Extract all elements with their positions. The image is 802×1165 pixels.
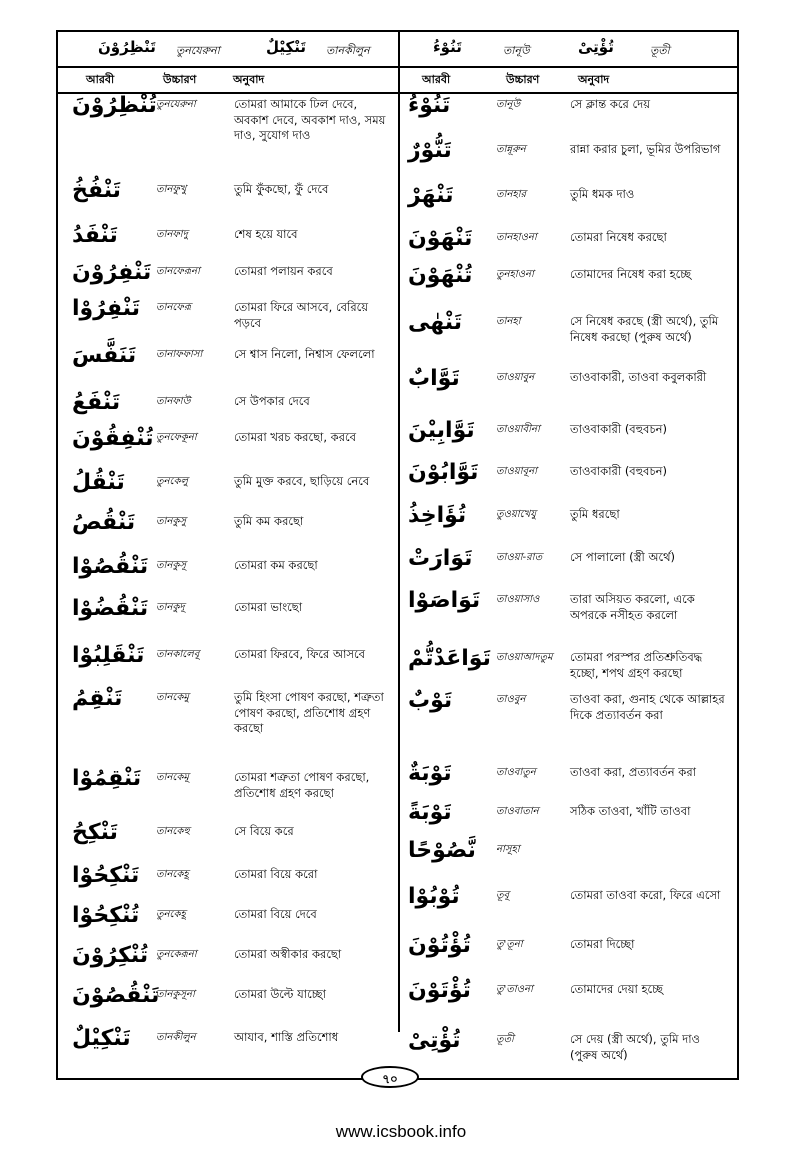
header-right-arabic-1: تَنُوْءُ — [433, 38, 462, 56]
left-entry-pronunciation: তানকালেবূ — [156, 649, 200, 660]
left-entry-pronunciation: তানকীলুন — [156, 1032, 196, 1043]
dictionary-page — [56, 30, 739, 1086]
left-entry-meaning: সে বিয়ে করে — [234, 824, 294, 838]
website-footer: www.icsbook.info — [335, 1122, 467, 1141]
left-entry-meaning: তোমরা ভাংছো — [234, 600, 303, 614]
right-entry-pronunciation: তানহার — [496, 189, 527, 200]
right-entry-pronunciation: তাওয়াআদতুম — [496, 652, 553, 663]
left-entry-pronunciation: তানফুখু — [156, 184, 187, 195]
right-entry-meaning: তাওবা করা, প্রত্যাবর্তন করা — [570, 765, 696, 779]
right-entry-arabic: تَوَّابِيْنَ — [408, 418, 475, 443]
col-head-pron-left: উচ্চারণ — [163, 73, 197, 86]
left-entry-meaning: তোমরা ফিরবে, ফিরে আসবে — [234, 647, 366, 661]
left-entry-pronunciation: তানকুদূ — [156, 602, 185, 613]
right-entry-meaning: রান্না করার চুলা, ভূমির উপরিভাগ — [570, 142, 721, 156]
right-entry-pronunciation: তানূউ — [496, 99, 521, 110]
right-entry-arabic: تَنْهٰى — [408, 310, 463, 335]
left-entry-meaning: তোমরা আমাকে ঢিল দেবে, অবকাশ দেবে, অবকাশ দাও, সময় দাও, সুযোগ দাও — [234, 97, 386, 142]
left-entry-meaning: তোমরা পলায়ন করবে — [234, 264, 333, 278]
right-entry-meaning: তোমরা নিষেধ করছো — [570, 230, 667, 244]
right-entry-arabic: تُؤْتُوْنَ — [408, 933, 471, 958]
right-entry-meaning: তুমি ধরছো — [570, 507, 620, 521]
left-entry-arabic: تُنْظِرُوْنَ — [72, 93, 157, 118]
right-entry-arabic: تُؤَاخِذُ — [408, 503, 467, 528]
column-divider — [398, 32, 400, 1032]
right-entry-pronunciation: তান্নূরুন — [496, 144, 526, 155]
header-right-pron-2: তূতী — [650, 44, 670, 57]
left-entry-pronunciation: তানফেরূনা — [156, 266, 200, 277]
right-entry-meaning: তোমরা দিচ্ছো — [570, 937, 635, 951]
right-entry-arabic: تَنْهَوْنَ — [408, 226, 473, 251]
left-entry-arabic: تَنْقُلُ — [72, 470, 125, 495]
left-entry-arabic: تَنْقُصُ — [72, 510, 136, 535]
left-entry-meaning: শেষ হয়ে যাবে — [234, 227, 298, 241]
right-entry-meaning: তোমাদের দেয়া হচ্ছে — [570, 982, 664, 996]
right-entry-meaning: তোমরা তাওবা করো, ফিরে এসো — [570, 888, 721, 902]
left-entry-pronunciation: তানফাদু — [156, 229, 188, 240]
header-left-arabic-2: تَنْكِيْلٌ — [266, 38, 306, 56]
left-entry-arabic: تُنْكِرُوْنَ — [72, 943, 149, 968]
left-entry-pronunciation: তানকেমু — [156, 692, 189, 703]
left-entry-meaning: সে শ্বাস নিলো, নিশ্বাস ফেললো — [234, 347, 375, 361]
left-entry-arabic: تَنْقُصُوْا — [72, 554, 149, 579]
header-right-arabic-2: تُؤْتِىْ — [578, 38, 614, 56]
right-entry-arabic: تَوْبَةٌ — [408, 761, 452, 786]
right-entry-pronunciation: তুনহাওনা — [496, 269, 534, 280]
right-entry-arabic: تَنْهَرْ — [408, 183, 454, 208]
right-entry-arabic: تُؤْتَوْنَ — [408, 978, 471, 1003]
right-entry-meaning: তোমাদের নিষেধ করা হচ্ছে — [570, 267, 692, 281]
left-entry-meaning: তুমি হিংসা পোষণ করছো, শত্রুতা পোষণ করছো, প্রতিশোধ গ্রহণ করছো — [234, 690, 384, 735]
left-entry-meaning: তুমি মুক্ত করবে, ছাড়িয়ে নেবে — [234, 474, 370, 488]
right-entry-pronunciation: তাওয়া-রাত — [496, 552, 543, 563]
right-entry-meaning: সঠিক তাওবা, খাঁটি তাওবা — [570, 804, 691, 818]
right-entry-meaning: তাওবা করা, গুনাহ থেকে আল্লাহর দিকে প্রত্যাবর্তন করা — [570, 692, 725, 722]
left-entry-pronunciation: তানফাউ — [156, 396, 191, 407]
left-entry-pronunciation: তানকুসু — [156, 516, 186, 527]
left-entry-arabic: تَنْفِرُوْا — [72, 296, 140, 321]
right-entry-pronunciation: তাওবাতুন — [496, 767, 536, 778]
right-entry-pronunciation: তাওবাতান — [496, 806, 539, 817]
right-entry-meaning: সে দেয় (স্ত্রী অর্থে), তুমি দাও (পুরুষ অর্থে) — [570, 1032, 701, 1062]
right-entry-meaning: সে ক্লান্ত করে দেয় — [570, 97, 650, 111]
left-entry-arabic: تَنْفَعُ — [72, 390, 121, 415]
right-entry-pronunciation: তাওয়াবীনা — [496, 424, 540, 435]
right-entry-pronunciation: তূবূ — [496, 890, 510, 901]
right-entry-arabic: تَوَّابُوْنَ — [408, 460, 479, 485]
left-entry-arabic: تَنْقَلِبُوْا — [72, 643, 145, 668]
header-left-pron-2: তানকীলুন — [326, 44, 370, 57]
left-entry-pronunciation: তুনকেহূ — [156, 909, 186, 920]
right-entry-pronunciation: তূতী — [496, 1034, 514, 1045]
right-entry-arabic: نَّصُوْحًا — [408, 838, 476, 863]
left-entry-pronunciation: তানকেমূ — [156, 772, 189, 783]
left-entry-arabic: تَنْكِحُ — [72, 820, 118, 845]
right-entry-arabic: تُؤْتِىْ — [408, 1028, 461, 1053]
header-left-arabic-1: تَنْظِرُوْنَ — [98, 38, 156, 56]
left-entry-pronunciation: তুনকেরূনা — [156, 949, 197, 960]
col-head-arabic-right: আরবী — [422, 73, 451, 86]
left-entry-arabic: تَنْكِيْلٌ — [72, 1026, 131, 1051]
right-entry-pronunciation: তু'তাওনা — [496, 984, 533, 995]
right-entry-meaning: তাওবাকারী (বহুবচন) — [570, 422, 668, 436]
left-entry-meaning: তোমরা কম করছো — [234, 558, 318, 572]
left-entry-pronunciation: তুনযেরুনা — [156, 99, 196, 110]
left-entry-arabic: تَنْفُخُ — [72, 178, 121, 203]
left-entry-meaning: তোমরা বিয়ে দেবে — [234, 907, 317, 921]
right-entry-meaning: তোমরা পরস্পর প্রতিশ্রুতিবদ্ধ হচ্ছো, শপথ গ্রহণ করছো — [570, 650, 703, 680]
right-entry-arabic: تَوْبٌ — [408, 688, 453, 713]
right-entry-pronunciation: নাসূহা — [496, 844, 520, 855]
right-entry-pronunciation: তু'তূনা — [496, 939, 523, 950]
left-entry-arabic: تُنْفِقُوْنَ — [72, 426, 154, 451]
right-entry-arabic: تَوَاصَوْا — [408, 588, 481, 613]
left-entry-arabic: تَنْقِمُ — [72, 686, 123, 711]
header-right-pron-1: তানূউ — [503, 44, 530, 57]
right-entry-arabic: تَوَارَتْ — [408, 546, 473, 571]
right-entry-meaning: তাওবাকারী, তাওবা কবুলকারী — [570, 370, 707, 384]
left-entry-arabic: تَنْقِمُوْا — [72, 766, 142, 791]
left-entry-meaning: তুমি ফুঁকছো, ফুঁ দেবে — [234, 182, 329, 196]
left-entry-arabic: تَنْقُصُوْنَ — [72, 983, 160, 1008]
right-entry-arabic: تَوَاعَدْتُّمْ — [408, 646, 491, 671]
header-left-pron-1: তুনযেরুনা — [176, 44, 220, 57]
left-entry-pronunciation: তানকুসূনা — [156, 989, 195, 1000]
left-entry-meaning: তোমরা শত্রুতা পোষণ করছো, প্রতিশোধ গ্রহণ করছো — [234, 770, 370, 800]
right-entry-meaning: তুমি ধমক দাও — [570, 187, 635, 201]
left-entry-arabic: تَنَفَّسَ — [72, 343, 137, 368]
right-entry-arabic: تَنُّوْرٌ — [408, 138, 452, 163]
left-entry-pronunciation: তুনফেকূনা — [156, 432, 197, 443]
left-entry-arabic: تَنْقُضُوْا — [72, 596, 149, 621]
right-entry-pronunciation: তাওবুন — [496, 694, 526, 705]
col-head-pron-right: উচ্চারণ — [506, 73, 540, 86]
left-entry-pronunciation: তানকেহূ — [156, 869, 189, 880]
left-entry-meaning: তোমরা বিয়ে করো — [234, 867, 318, 881]
left-entry-meaning: তোমরা অস্বীকার করছো — [234, 947, 342, 961]
left-entry-pronunciation: তানকুসূ — [156, 560, 186, 571]
right-entry-arabic: تُوْبُوْا — [408, 884, 460, 909]
left-entry-pronunciation: তানফেরূ — [156, 302, 191, 313]
left-entry-meaning: আযাব, শাস্তি প্রতিশোধ — [234, 1030, 339, 1044]
right-entry-pronunciation: তাওয়াবূনা — [496, 466, 537, 477]
left-entry-meaning: সে উপকার দেবে — [234, 394, 310, 408]
col-head-arabic-left: আরবী — [86, 73, 115, 86]
right-entry-arabic: تَنُوْءُ — [408, 93, 451, 118]
right-entry-pronunciation: তানহা — [496, 316, 521, 327]
left-entry-meaning: তোমরা খরচ করছো, করবে — [234, 430, 357, 444]
right-entry-pronunciation: তানহাওনা — [496, 232, 537, 243]
left-entry-arabic: تَنْفَدُ — [72, 223, 118, 248]
left-entry-arabic: تُنْكِحُوْا — [72, 903, 140, 928]
left-entry-arabic: تَنْفِرُوْنَ — [72, 260, 152, 285]
col-head-meaning-left: অনুবাদ — [233, 73, 265, 86]
left-entry-meaning: তোমরা ফিরে আসবে, বেরিয়ে পড়বে — [234, 300, 369, 330]
left-entry-meaning: তোমরা উল্টে যাচ্ছো — [234, 987, 326, 1001]
right-entry-meaning: সে নিষেধ করছে (স্ত্রী অর্থে), তুমি নিষেধ করছো (পুরুষ অর্থে) — [570, 314, 719, 344]
right-entry-arabic: تَوْبَةً — [408, 800, 452, 825]
right-entry-meaning: তাওবাকারী (বহুবচন) — [570, 464, 668, 478]
right-entry-arabic: تَوَّابٌ — [408, 366, 460, 391]
right-entry-pronunciation: তাওয়াবুন — [496, 372, 535, 383]
col-head-meaning-right: অনুবাদ — [578, 73, 610, 86]
left-entry-meaning: তুমি কম করছো — [234, 514, 304, 528]
right-entry-pronunciation: তুওয়াখেযু — [496, 509, 536, 520]
left-entry-pronunciation: তুনকেলু — [156, 476, 188, 487]
left-entry-pronunciation: তানাফফাসা — [156, 349, 203, 360]
right-entry-pronunciation: তাওয়াসাও — [496, 594, 540, 605]
right-entry-arabic: تُنْهَوْنَ — [408, 263, 473, 288]
right-entry-meaning: তারা অসিয়ত করলো, একে অপরকে নসীহত করলো — [570, 592, 695, 622]
page-number: ৭০ — [361, 1066, 419, 1088]
right-entry-meaning: সে পালালো (স্ত্রী অর্থে) — [570, 550, 676, 564]
left-entry-pronunciation: তানকেহু — [156, 826, 190, 837]
left-entry-arabic: تَنْكِحُوْا — [72, 863, 140, 888]
